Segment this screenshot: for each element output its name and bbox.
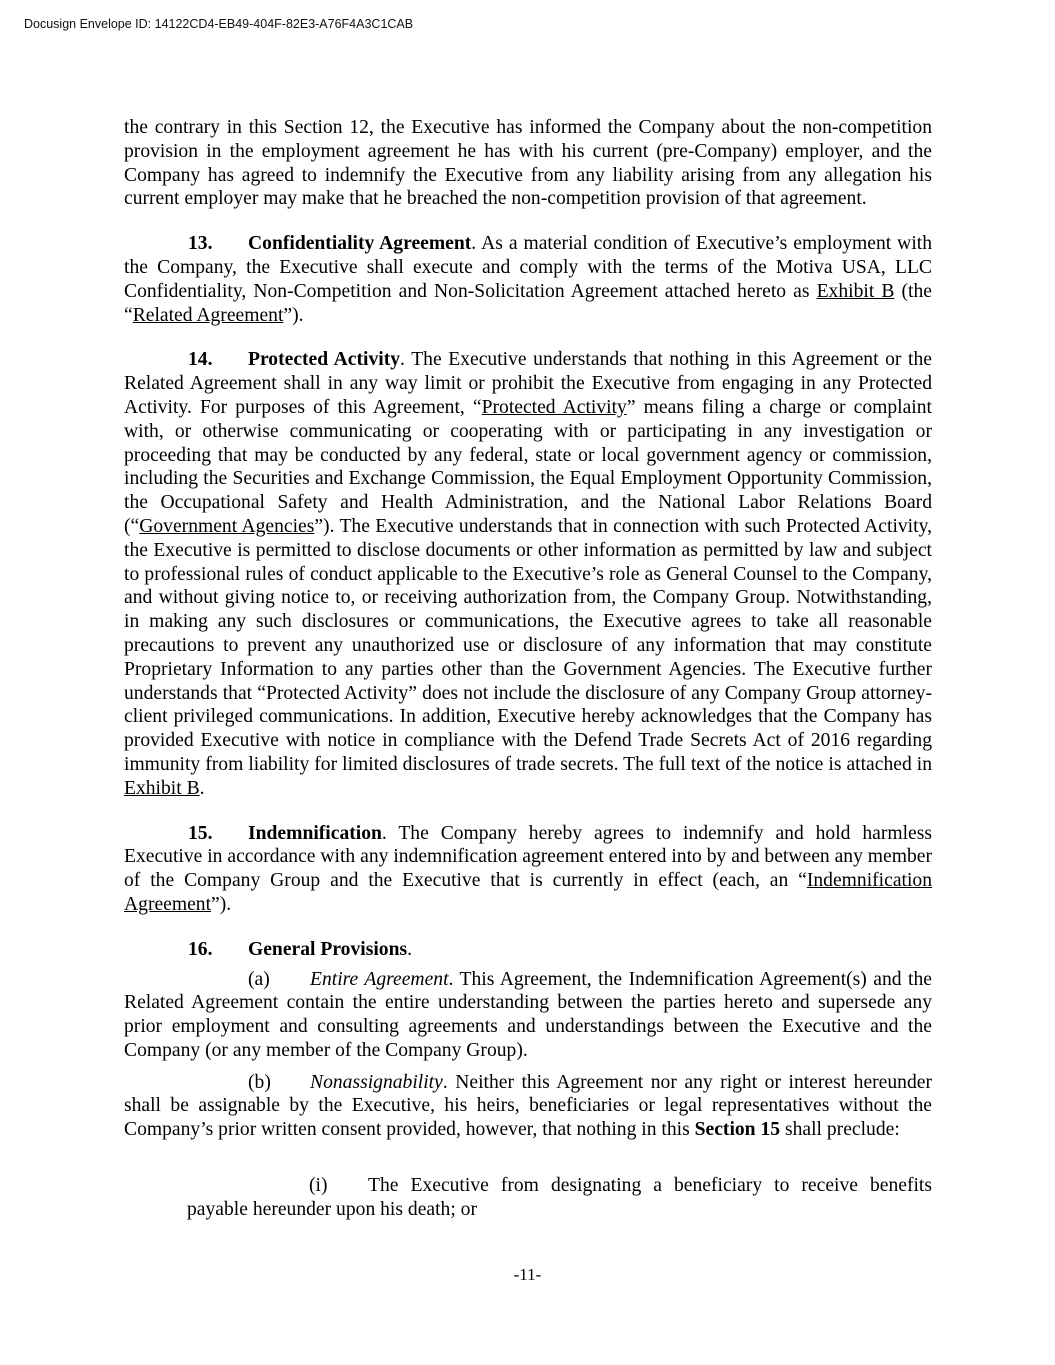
section-number: 13. bbox=[188, 233, 213, 255]
text: . bbox=[199, 777, 205, 799]
section-heading: Protected Activity bbox=[248, 349, 401, 371]
section-16a bbox=[124, 968, 932, 1063]
item-label: (i) bbox=[309, 1175, 328, 1197]
section-14 bbox=[124, 348, 932, 800]
text: . This Agreement, the Indemnification Agreement(s) and the Related Agreement contain the entire understanding between the parties hereto and supersede any prior employment and consulting agreements and understandings between the Executive and the Company (or any member of the Company Group). bbox=[124, 968, 932, 1061]
defined-term: Protected Activity bbox=[481, 396, 627, 418]
text: ”). The Executive understands that in connection with such Protected Activity, the Executive is permitted to disclose documents or other information as permitted by law and subject to professional rules of conduct applicable to the Executive’s role as General Counsel to the Company, and without giving notice to, or receiving authorization from, the Company Group. Notwithstanding, in making any such disclosures or communications, the Executive agrees to take all reasonable precautions to prevent any unauthorized use or disclosure of any information that may constitute Proprietary Information to any parties other than the Government Agencies. The Executive further understands that “Protected Activity” does not include the disclosure of any Company Group attorney-client privileged communications. In addition, Executive hereby acknowledges that the Company has provided Executive with notice in compliance with the Defend Trade Secrets Act of 2016 regarding immunity from liability for limited disclosures of trade secrets. The full text of the notice is attached in bbox=[124, 515, 932, 775]
section-number: 15. bbox=[188, 822, 213, 844]
document-page bbox=[124, 116, 932, 1222]
section-16b bbox=[124, 1071, 932, 1142]
text: . bbox=[407, 938, 413, 960]
section-heading: Confidentiality Agreement bbox=[248, 233, 472, 255]
section-12-continuation: the contrary in this Section 12, the Executive has informed the Company about the non-competition provision in the employment agreement he has with his current (pre-Company) employer, and the Company has agreed to indemnify the Executive from any liability arising from any allegation his current employer may make that he breached the non-competition provision of that agreement. bbox=[124, 117, 932, 210]
section-heading: Indemnification bbox=[248, 822, 382, 844]
section-16b-i bbox=[124, 1174, 932, 1222]
defined-term: Exhibit B bbox=[124, 777, 200, 799]
text: . Neither this Agreement nor any right or interest hereunder shall be assignable by the Executive, his heirs, beneficiaries or legal representatives without the Company’s prior written consent provided, however, that nothing in this bbox=[124, 1071, 932, 1141]
section-13 bbox=[124, 232, 932, 327]
section-16-heading bbox=[124, 938, 932, 962]
subsection-label: (a) bbox=[248, 968, 270, 990]
defined-term: Exhibit B bbox=[816, 280, 895, 302]
defined-term: Indemnification Agreement bbox=[124, 870, 932, 915]
section-number: 16. bbox=[188, 938, 213, 960]
text: The Executive from designating a beneficiary to receive benefits payable hereunder upon his death; or bbox=[187, 1175, 932, 1220]
text: ”). bbox=[211, 893, 232, 915]
text: . As a material condition of Executive’s employment with the Company, the Executive shall execute and comply with the terms of the Motiva USA, LLC Confidentiality, Non-Competition and Non-Solicitation Agreement attached hereto as bbox=[124, 233, 933, 302]
text: . The Company hereby agrees to indemnify and hold harmless Executive in accordance with any indemnification agreement entered into by and between any member of the Company Group and the Executive that is currently in effect (each, an “ bbox=[124, 822, 932, 892]
defined-term: Government Agencies bbox=[139, 515, 315, 537]
subsection-label: (b) bbox=[248, 1071, 271, 1093]
section-number: 14. bbox=[188, 349, 213, 371]
text: ”). bbox=[283, 304, 304, 326]
section-heading: General Provisions bbox=[248, 938, 408, 960]
text: shall preclude: bbox=[780, 1119, 900, 1141]
text: . The Executive understands that nothing in this Agreement or the Related Agreement shall in any way limit or prohibit the Executive from engaging in any Protected Activity. For purposes of this Agreement, “ bbox=[124, 349, 932, 418]
subsection-title: Entire Agreement bbox=[310, 968, 449, 990]
subsection-title: Nonassignability bbox=[310, 1071, 443, 1093]
defined-term: Related Agreement bbox=[132, 304, 284, 326]
section-reference: Section 15 bbox=[694, 1119, 781, 1141]
page-number: -11- bbox=[513, 1265, 542, 1284]
section-15 bbox=[124, 822, 932, 917]
text: ” means filing a charge or complaint with, or otherwise communicating or cooperating with or participating in any investigation or proceeding that may be conducted by any federal, state or local government agency or commission, including the Securities and Exchange Commission, the Equal Employment Opportunity Commission, the Occupational Safety and Health Administration, and the National Labor Relations Board (“ bbox=[124, 396, 932, 537]
docusign-envelope-id: Docusign Envelope ID: 14122CD4-EB49-404F-82E3-A76F4A3C1CAB bbox=[24, 17, 414, 31]
text: (the “ bbox=[124, 280, 932, 326]
